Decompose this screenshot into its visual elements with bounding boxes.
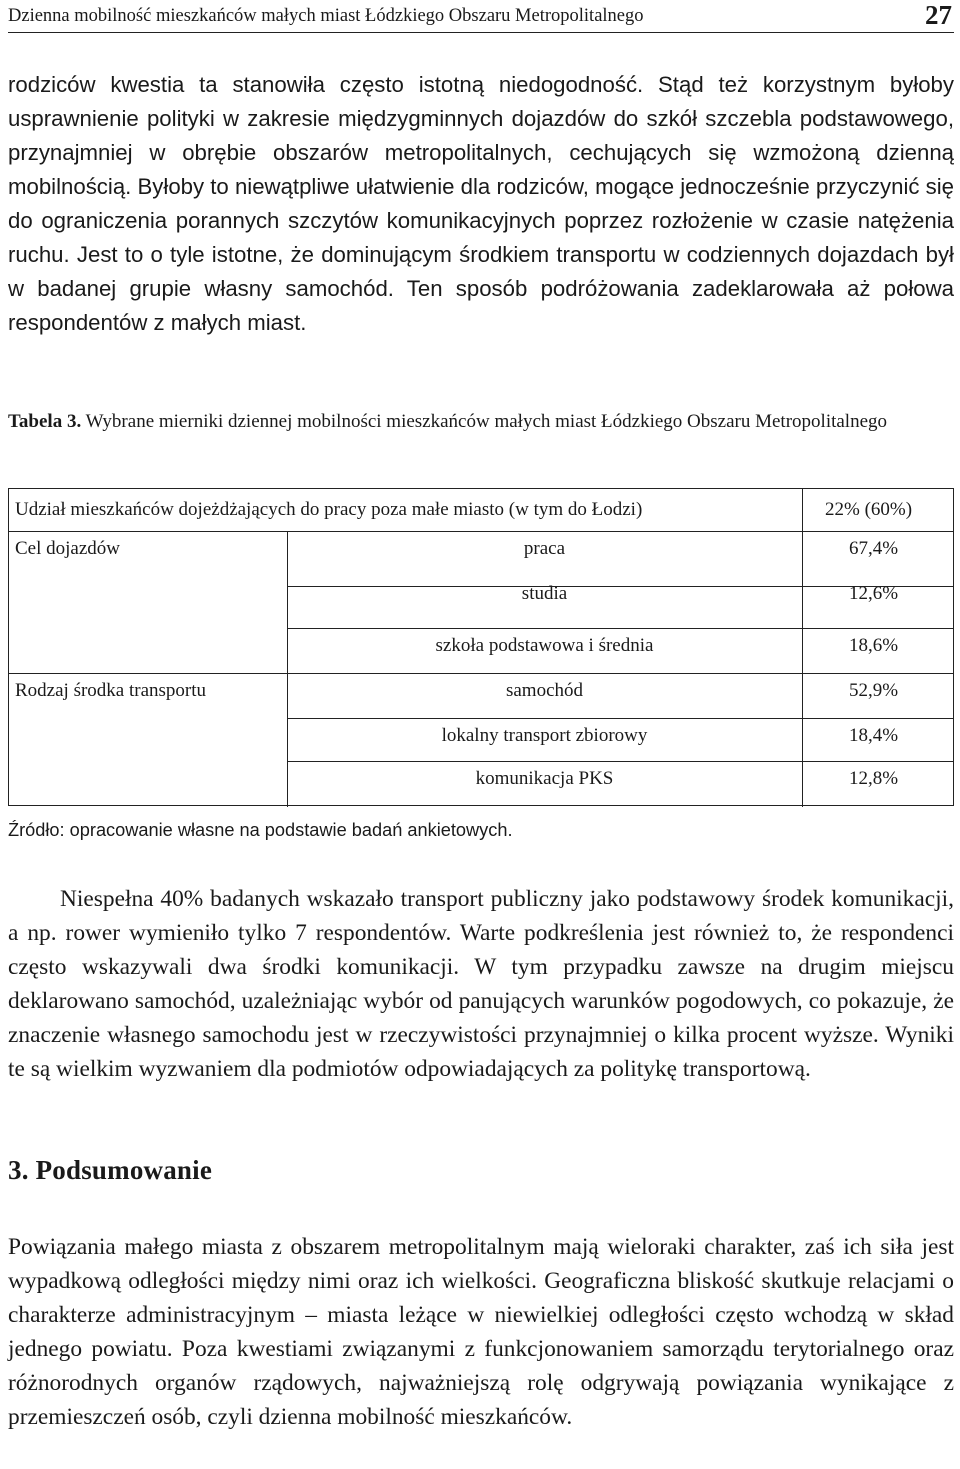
table-header-value: 22% (60%): [825, 499, 913, 520]
table-caption-label: Tabela 3.: [8, 411, 82, 432]
table-caption: [8, 409, 954, 435]
table-value: 52,9%: [849, 680, 899, 701]
body-paragraph-3: Powiązania małego miasta z obszarem metropolitalnym mają wieloraki charakter, zaś ich siła jest wypadkową odległości między nimi oraz ich wielkości. Geograficzna bliskość skutkuje relacjami o charakterze administracyjnym – miasta leżące w niewielkiej odległości często wchodzą w skład jednego powiatu. Poza kwestiami związanymi z funkcjonowaniem samorządu terytorialnego oraz różnorodnych organów rządowych, najważniejszą rolę odgrywają powiązania wynikające z przemieszczeń osób, czyli dzienna mobilność mieszkańców.: [8, 1234, 954, 1430]
table-item: lokalny transport zbiorowy: [441, 725, 648, 746]
body-paragraph-2: Niespełna 40% badanych wskazało transport publiczny jako podstawowy środek komunikacji, a np. rower wymieniło tylko 7 respondentów. Warte podkreślenia jest również to, że respondenci często wskazywali dwa środki komunikacji. W tym przypadku zawsze na drugim miejscu deklarowano samochód, uzależniając wybór od panujących warunków pogodowych, co pokazuje, że znaczenie własnego samochodu jest w rzeczywistości przynajmniej o kilka procent wyższe. Wyniki te są wielkim wyzwaniem dla podmiotów odpowiadających za politykę transportową.: [8, 886, 954, 1082]
table-value: 67,4%: [849, 538, 899, 559]
body-paragraph-1: rodziców kwestia ta stanowiła często istotną niedogodność. Stąd też korzystnym byłoby usprawnienie polityki w zakresie międzygminnych dojazdów do szkół szczebla podstawowego, przynajmniej w obrębie obszarów metropolitalnych, cechujących się wzmożoną dzienną mobilnością. Byłoby to niewątpliwe ułatwienie dla rodziców, mogące jednocześnie przyczynić się do ograniczenia porannych szczytów komunikacyjnych poprzez rozłożenie w czasie natężenia ruchu. Jest to o tyle istotne, że dominującym środkiem transportu w codziennych dojazdach był w badanej grupie własny samochód. Ten sposób podróżowania zadeklarowała aż połowa respondentów z małych miast.: [8, 72, 954, 335]
table-value: 18,6%: [849, 635, 899, 656]
table-caption-text: Wybrane mierniki dziennej mobilności mieszkańców małych miast Łódzkiego Obszaru Metropolitalnego: [85, 411, 888, 432]
group-name-transport: Rodzaj środka transportu: [15, 680, 207, 701]
table-item: samochód: [505, 680, 584, 701]
data-table: [8, 488, 954, 806]
group-name-purpose: Cel dojazdów: [15, 538, 121, 559]
table-item: praca: [523, 538, 566, 559]
table-value: 12,8%: [849, 768, 899, 789]
table-source-note: Źródło: opracowanie własne na podstawie badań ankietowych.: [8, 820, 513, 840]
running-header: [8, 0, 954, 33]
running-title: Dzienna mobilność mieszkańców małych miast Łódzkiego Obszaru Metropolitalnego: [8, 6, 644, 26]
table-item: szkoła podstawowa i średnia: [435, 635, 654, 656]
section-heading: 3. Podsumowanie: [8, 1155, 213, 1185]
table-value: 12,6%: [849, 583, 899, 604]
page-number: 27: [925, 0, 952, 30]
table-value: 18,4%: [849, 725, 899, 746]
table-header-label: Udział mieszkańców dojeżdżających do pracy poza małe miasto (w tym do Łodzi): [15, 499, 643, 520]
table-item: studia: [521, 583, 568, 604]
table-item: komunikacja PKS: [475, 768, 614, 789]
